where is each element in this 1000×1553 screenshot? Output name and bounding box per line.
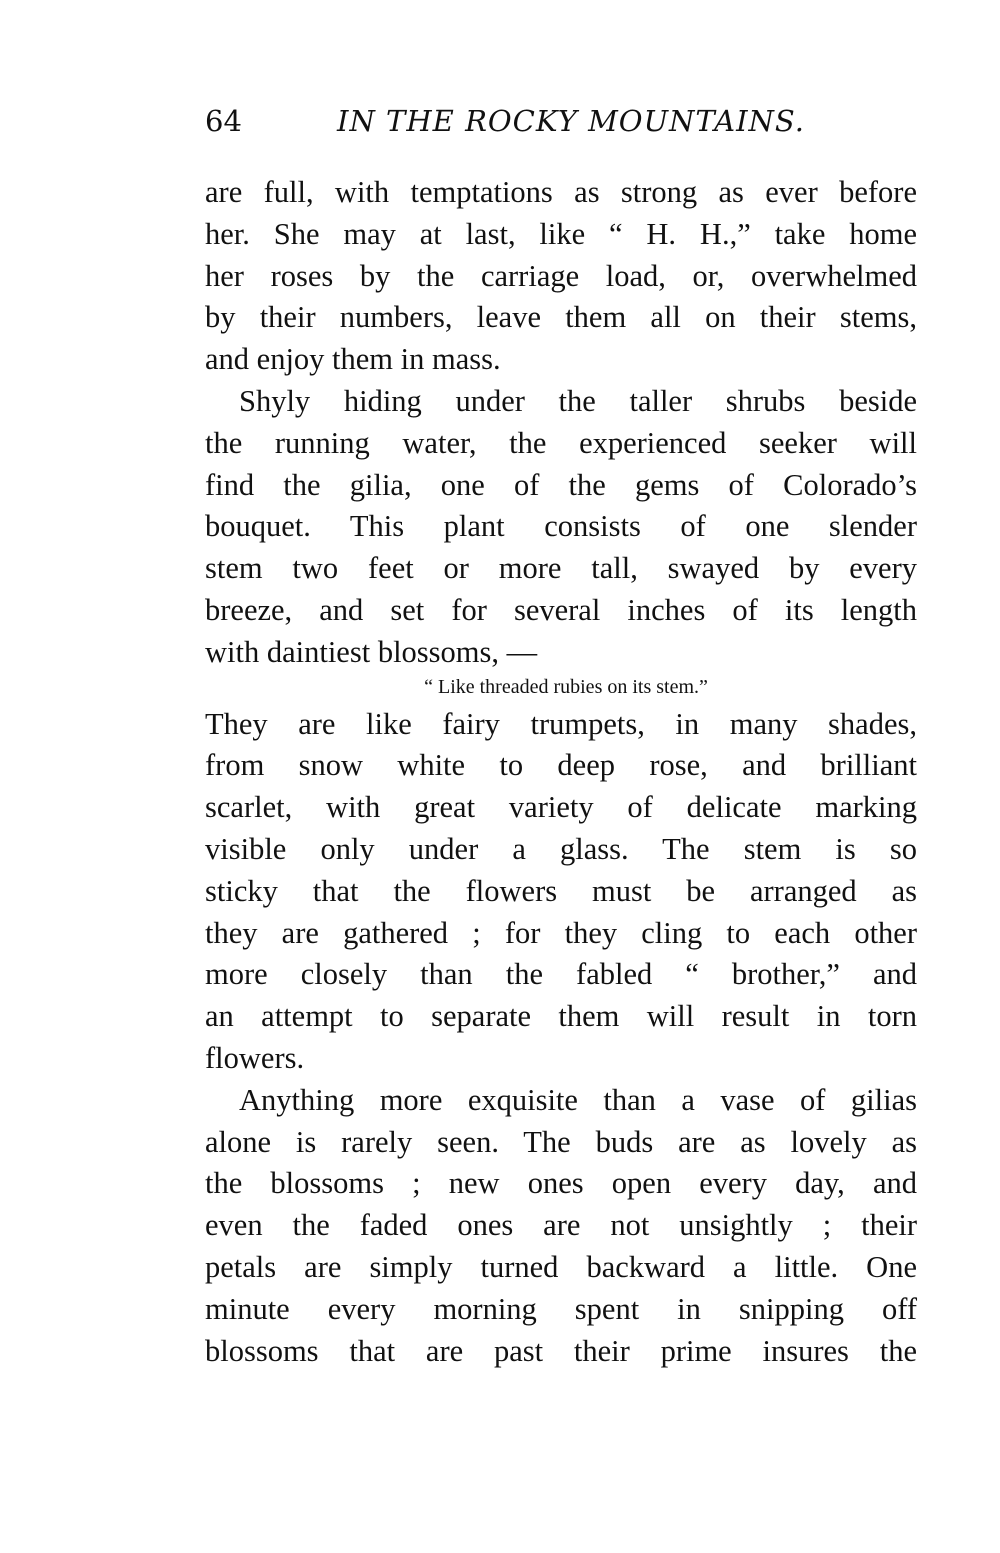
text-line: and enjoy them in mass.	[205, 342, 501, 377]
body-text	[205, 172, 917, 1372]
text-line: find the gilia, one of the gems of Colorado’s	[205, 467, 917, 502]
text-line: They are like fairy trumpets, in many shades,	[205, 706, 917, 741]
text-line: with daintiest blossoms, —	[205, 634, 538, 669]
text-line: Shyly hiding under the taller shrubs beside	[239, 383, 917, 418]
text-line: breeze, and set for several inches of its length	[205, 592, 917, 627]
text-line: they are gathered ; for they cling to each other	[205, 915, 917, 950]
text-line: the blossoms ; new ones open every day, and	[205, 1166, 917, 1201]
text-line: sticky that the flowers must be arranged as	[205, 873, 917, 908]
text-line: minute every morning spent in snipping off	[205, 1291, 917, 1326]
text-line: more closely than the fabled “ brother,” and	[205, 957, 917, 992]
page-header	[205, 104, 915, 144]
running-title: IN THE ROCKY MOUNTAINS.	[337, 104, 805, 138]
text-line: an attempt to separate them will result in torn	[205, 999, 917, 1034]
text-line: bouquet. This plant consists of one slender	[205, 509, 917, 544]
quotation-line: “ Like threaded rubies on its stem.”	[424, 675, 708, 698]
text-line: scarlet, with great variety of delicate marking	[205, 790, 917, 825]
text-line: stem two feet or more tall, swayed by every	[205, 551, 917, 586]
page-number: 64	[205, 104, 242, 138]
text-line: from snow white to deep rose, and brilliant	[205, 748, 917, 783]
text-line: the running water, the experienced seeker will	[205, 425, 917, 460]
text-line: by their numbers, leave them all on their stems,	[205, 300, 917, 335]
text-line: blossoms that are past their prime insures the	[205, 1333, 917, 1368]
text-line: petals are simply turned backward a little. One	[205, 1249, 917, 1284]
text-line: alone is rarely seen. The buds are as lovely as	[205, 1124, 917, 1159]
text-line: Anything more exquisite than a vase of gilias	[239, 1082, 917, 1117]
text-line: visible only under a glass. The stem is so	[205, 831, 917, 866]
text-line: flowers.	[205, 1040, 305, 1075]
text-line: her. She may at last, like “ H. H.,” take home	[205, 216, 917, 251]
text-line: even the faded ones are not unsightly ; their	[205, 1208, 917, 1243]
text-line: are full, with temptations as strong as ever before	[205, 175, 917, 209]
text-line: her roses by the carriage load, or, overwhelmed	[205, 258, 917, 293]
